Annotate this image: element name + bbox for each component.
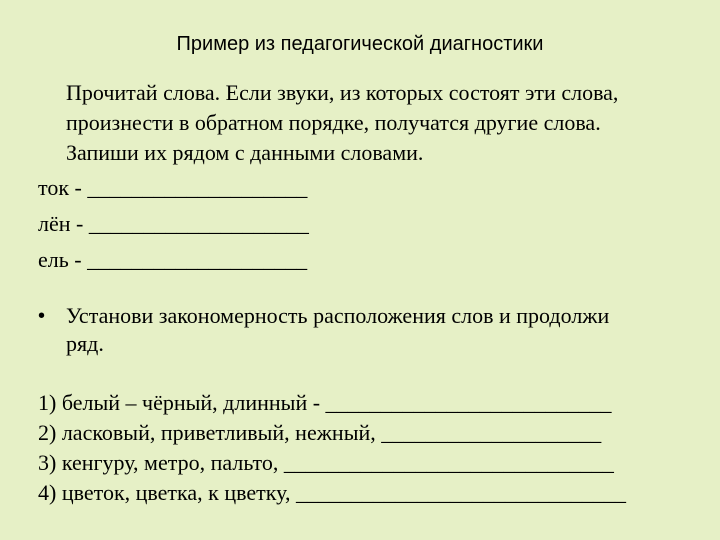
- word-task-row: ель - ____________________: [38, 247, 308, 272]
- numbered-item: 3) кенгуру, метро, пальто, ______________________________: [38, 450, 614, 475]
- bullet-text-line: ряд.: [66, 331, 104, 356]
- numbered-item: 4) цветок, цветка, к цветку, ______________________________: [38, 480, 626, 505]
- word-task-row: лён - ____________________: [38, 211, 309, 236]
- numbered-task-list: [38, 388, 626, 508]
- numbered-item: 1) белый – чёрный, длинный - __________________________: [38, 390, 612, 415]
- instruction-line: Запиши их рядом с данными словами.: [66, 140, 424, 165]
- bullet-text-line: Установи закономерность расположения слов и продолжи: [66, 303, 610, 328]
- instruction-text: [66, 78, 618, 168]
- word-task-row: ток - ____________________: [38, 175, 308, 200]
- bullet-icon: •: [38, 305, 46, 327]
- numbered-item: 2) ласковый, приветливый, нежный, ____________________: [38, 420, 602, 445]
- slide-title: Пример из педагогической диагностики: [176, 33, 544, 55]
- instruction-line: произнести в обратном порядке, получатся другие слова.: [66, 110, 601, 135]
- word-task-list: [38, 170, 309, 278]
- instruction-line: Прочитай слова. Если звуки, из которых состоят эти слова,: [66, 80, 619, 105]
